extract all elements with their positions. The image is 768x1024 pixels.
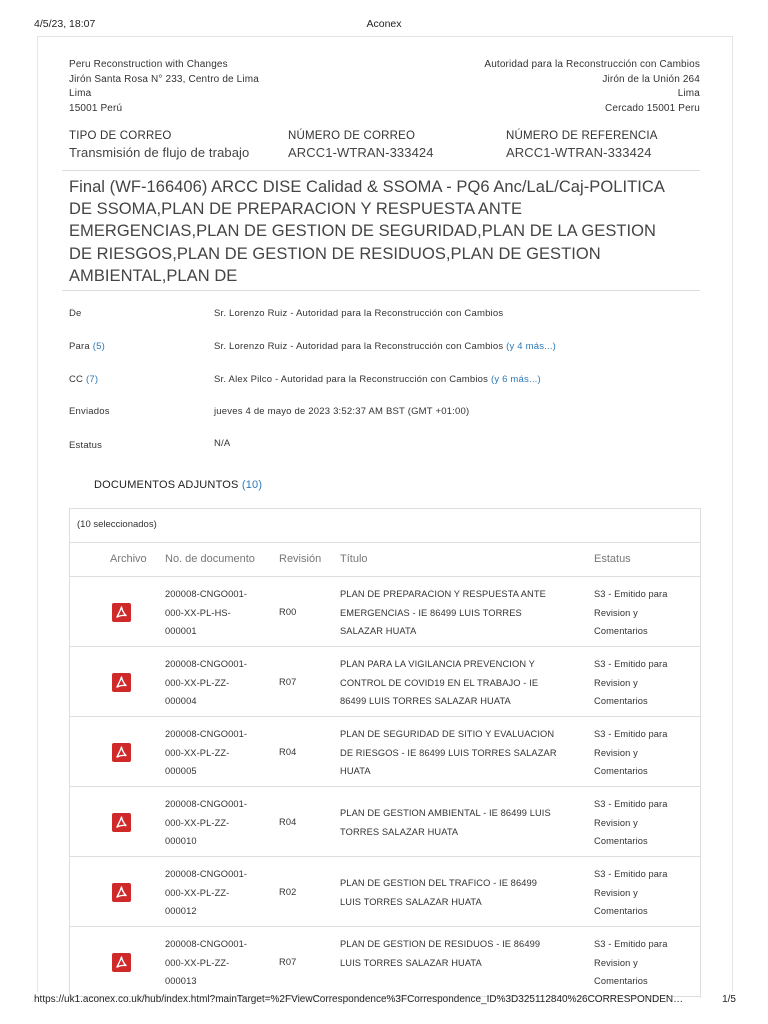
pdf-icon[interactable] [112, 953, 131, 972]
table-row[interactable] [70, 927, 700, 997]
doc-number-line: 200008-CNGO001- [165, 659, 248, 669]
sender-city: Lima [69, 88, 92, 99]
attachments-table [69, 508, 701, 998]
doc-number-line: 000004 [165, 696, 197, 706]
attachments-heading [94, 479, 262, 491]
revision: R07 [279, 677, 297, 687]
table-row[interactable] [70, 577, 700, 647]
selected-count: (10 seleccionados) [77, 519, 157, 530]
doc-title-line: LUIS TORRES SALAZAR HUATA [340, 957, 482, 968]
sender-street: Jirón Santa Rosa N° 233, Centro de Lima [69, 73, 259, 85]
to-value: Sr. Lorenzo Ruiz - Autoridad para la Reconstrucción con Cambios [214, 341, 504, 352]
mail-type [69, 130, 249, 160]
sender-org: Peru Reconstruction with Changes [69, 59, 228, 70]
divider [62, 170, 700, 171]
revision: R02 [279, 887, 297, 897]
doc-title-line: PLAN DE GESTION DE RESIDUOS - IE 86499 [340, 939, 541, 949]
doc-status [594, 795, 694, 851]
doc-status-line: Revision y [594, 607, 638, 618]
doc-status-line: Comentarios [594, 836, 648, 846]
doc-number[interactable] [165, 795, 265, 851]
selection-bar [70, 509, 700, 543]
column-header-file[interactable]: Archivo [110, 553, 147, 565]
pdf-icon[interactable] [112, 673, 131, 692]
sender-address [69, 58, 259, 116]
doc-number[interactable] [165, 865, 265, 921]
doc-number-line: 200008-CNGO001- [165, 799, 248, 809]
doc-title[interactable] [340, 655, 580, 711]
recipient-street: Jirón de la Unión 264 [602, 73, 700, 85]
table-row[interactable] [70, 857, 700, 927]
reference-number-label: NÚMERO DE REFERENCIA [506, 130, 658, 142]
doc-title[interactable] [340, 585, 580, 641]
doc-title-line: CONTROL DE COVID19 EN EL TRABAJO - IE [340, 677, 539, 688]
pdf-icon[interactable] [112, 603, 131, 622]
doc-title-line: LUIS TORRES SALAZAR HUATA [340, 896, 482, 907]
sent-label: Enviados [69, 406, 110, 417]
table-row[interactable] [70, 787, 700, 857]
revision: R07 [279, 957, 297, 967]
table-row[interactable] [70, 717, 700, 787]
sent-value: jueves 4 de mayo de 2023 3:52:37 AM BST (GMT +01:00) [214, 406, 470, 417]
subject-line: AMBIENTAL,PLAN DE [69, 266, 238, 285]
cc-value-group [214, 374, 541, 385]
doc-title-line: PLAN DE SEGURIDAD DE SITIO Y EVALUACION [340, 729, 555, 739]
doc-status-line: Revision y [594, 957, 638, 968]
to-count-link[interactable]: (5) [92, 341, 105, 352]
mail-meta [69, 130, 701, 170]
doc-number-line: 000-XX-PL-ZZ- [165, 957, 230, 968]
doc-number[interactable] [165, 935, 265, 991]
from-value: Sr. Lorenzo Ruiz - Autoridad para la Reconstrucción con Cambios [214, 308, 504, 319]
doc-title-line: 86499 LUIS TORRES SALAZAR HUATA [340, 696, 511, 706]
doc-title[interactable] [340, 874, 580, 911]
divider [62, 290, 700, 291]
print-footer [0, 992, 768, 1012]
doc-number-line: 200008-CNGO001- [165, 589, 248, 599]
table-header [70, 543, 700, 577]
column-header-title[interactable]: Título [340, 553, 368, 565]
print-header [0, 0, 768, 36]
doc-title[interactable] [340, 935, 580, 972]
doc-status [594, 865, 694, 921]
doc-status-line: S3 - Emitido para [594, 869, 668, 879]
doc-status-line: Revision y [594, 677, 638, 688]
doc-status-line: Comentarios [594, 906, 648, 916]
pdf-icon[interactable] [112, 743, 131, 762]
revision: R00 [279, 607, 297, 617]
doc-number-line: 000001 [165, 626, 197, 636]
recipient-city: Lima [677, 88, 700, 99]
doc-status-line: Comentarios [594, 766, 648, 776]
table-row[interactable] [70, 647, 700, 717]
doc-title-line: TORRES SALAZAR HUATA [340, 826, 459, 837]
cc-value: Sr. Alex Pilco - Autoridad para la Reconstrucción con Cambios [214, 374, 489, 385]
doc-title[interactable] [340, 804, 580, 841]
doc-title-line: PLAN PARA LA VIGILANCIA PREVENCION Y [340, 659, 535, 669]
doc-title-line: PLAN DE GESTION DEL TRAFICO - IE 86499 [340, 878, 538, 888]
print-date: 4/5/23, 18:07 [34, 18, 96, 30]
print-url: https://uk1.aconex.co.uk/hub/index.html?mainTarget=%2FViewCorrespondence%3FCorrespondence_ID%3D325112840%26CORRESPONDEN… [34, 994, 684, 1005]
status-label: Estatus [69, 440, 103, 451]
mail-number [288, 130, 434, 160]
to-more-link[interactable]: (y 4 más...) [506, 341, 557, 352]
recipient-org: Autoridad para la Reconstrucción con Cambios [484, 59, 700, 70]
doc-status [594, 725, 694, 781]
doc-number-line: 000-XX-PL-HS- [165, 607, 231, 618]
doc-title[interactable] [340, 725, 580, 781]
subject-line: DE RIESGOS,PLAN DE GESTION DE RESIDUOS,PLAN DE GESTION [69, 244, 601, 263]
subject-line: DE SSOMA,PLAN DE PREPARACION Y RESPUESTA ANTE [69, 200, 523, 219]
sender-postal: 15001 Perú [69, 102, 123, 114]
revision: R04 [279, 817, 297, 827]
doc-number-line: 200008-CNGO001- [165, 729, 248, 739]
doc-number[interactable] [165, 585, 265, 641]
cc-label: CC [69, 374, 84, 385]
doc-number-line: 000-XX-PL-ZZ- [165, 887, 230, 898]
doc-number-line: 000010 [165, 836, 197, 846]
to-value-group [214, 341, 556, 352]
mail-type-value: Transmisión de flujo de trabajo [69, 145, 250, 160]
doc-status-line: S3 - Emitido para [594, 589, 668, 599]
doc-number-line: 200008-CNGO001- [165, 869, 248, 879]
doc-number-line: 000-XX-PL-ZZ- [165, 747, 230, 758]
doc-number-line: 000012 [165, 906, 197, 916]
revision: R04 [279, 747, 297, 757]
doc-number-line: 200008-CNGO001- [165, 939, 248, 949]
cc-label-group [69, 374, 98, 385]
pdf-icon[interactable] [112, 883, 131, 902]
doc-title-line: SALAZAR HUATA [340, 626, 417, 636]
column-header-revision[interactable]: Revisión [279, 553, 322, 565]
doc-number[interactable] [165, 725, 265, 781]
doc-status-line: Revision y [594, 747, 638, 758]
doc-status-line: Comentarios [594, 976, 648, 986]
doc-status-line: S3 - Emitido para [594, 729, 668, 739]
doc-number-line: 000-XX-PL-ZZ- [165, 817, 230, 828]
cc-more-link[interactable]: (y 6 más...) [490, 374, 541, 385]
column-header-status[interactable]: Estatus [594, 553, 631, 565]
doc-status [594, 935, 694, 991]
print-page-number: 1/5 [722, 994, 736, 1005]
doc-title-line: HUATA [340, 766, 371, 776]
pdf-icon[interactable] [112, 813, 131, 832]
status-value: N/A [214, 438, 231, 449]
doc-status-line: Revision y [594, 887, 638, 898]
doc-status-line: S3 - Emitido para [594, 799, 668, 809]
doc-number-line: 000005 [165, 766, 197, 776]
to-label: Para [69, 341, 90, 352]
doc-status [594, 585, 694, 641]
mail-number-label: NÚMERO DE CORREO [288, 130, 416, 142]
mail-subject [69, 176, 709, 287]
doc-title-line: DE RIESGOS - IE 86499 LUIS TORRES SALAZAR [340, 747, 557, 758]
subject-line: EMERGENCIAS,PLAN DE GESTION DE SEGURIDAD,PLAN DE LA GESTION [69, 222, 656, 241]
doc-status-line: S3 - Emitido para [594, 659, 668, 669]
reference-number [506, 130, 658, 160]
reference-number-value: ARCC1-WTRAN-333424 [506, 145, 652, 160]
from-label: De [69, 308, 82, 319]
doc-number[interactable] [165, 655, 265, 711]
doc-title-line: PLAN DE PREPARACION Y RESPUESTA ANTE [340, 589, 546, 599]
column-header-doc-number[interactable]: No. de documento [165, 553, 255, 565]
cc-count-link[interactable]: (7) [85, 374, 99, 385]
doc-number-line: 000-XX-PL-ZZ- [165, 677, 230, 688]
doc-number-line: 000013 [165, 976, 197, 986]
mail-type-label: TIPO DE CORREO [69, 130, 172, 142]
doc-status [594, 655, 694, 711]
doc-title-line: EMERGENCIAS - IE 86499 LUIS TORRES [340, 607, 522, 618]
doc-status-line: Comentarios [594, 696, 648, 706]
to-label-group [69, 341, 105, 352]
subject-line: Final (WF-166406) ARCC DISE Calidad & SSOMA - PQ6 Anc/LaL/Caj-POLITICA [69, 178, 665, 196]
doc-status-line: S3 - Emitido para [594, 939, 668, 949]
doc-title-line: PLAN DE GESTION AMBIENTAL - IE 86499 LUIS [340, 808, 551, 818]
print-title: Aconex [366, 18, 402, 30]
doc-status-line: Comentarios [594, 626, 648, 636]
attachments-title: DOCUMENTOS ADJUNTOS [94, 479, 239, 491]
doc-status-line: Revision y [594, 817, 638, 828]
recipient-postal: Cercado 15001 Peru [605, 102, 700, 114]
recipient-address [484, 58, 700, 116]
attachments-count-link[interactable]: (10) [241, 479, 263, 491]
mail-number-value: ARCC1-WTRAN-333424 [288, 145, 434, 160]
